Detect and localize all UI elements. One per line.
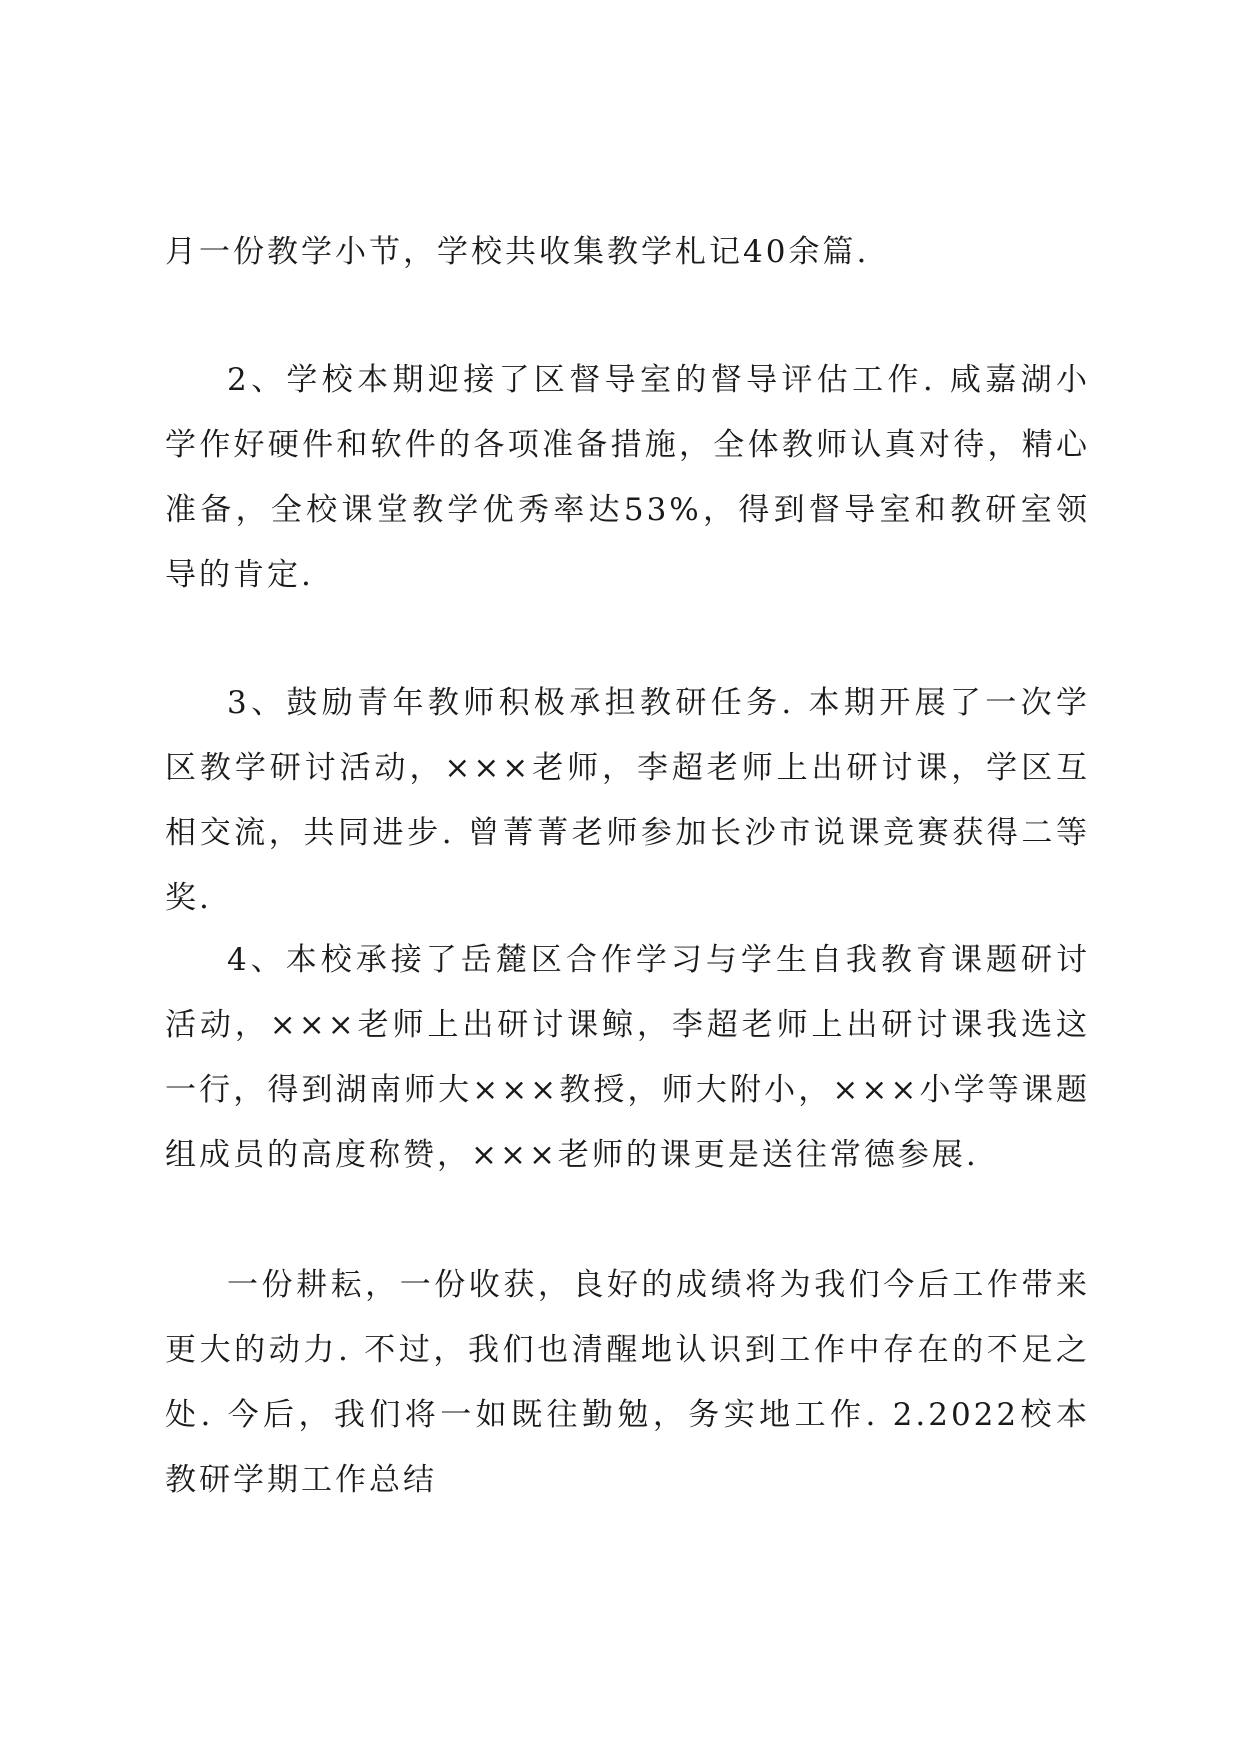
paragraph-continuation: 月一份教学小节，学校共收集教学札记40余篇. (165, 234, 870, 270)
paragraph-item-3: 3、鼓励青年教师积极承担教研任务. 本期开展了一次学区教学研讨活动，×××老师，李超老师上出研讨课，学区互相交流，共同进步. 曾菁菁老师参加长沙市说课竞赛获得二等奖. (165, 685, 1090, 916)
paragraph-conclusion: 一份耕耘，一份收获，良好的成绩将为我们今后工作带来更大的动力. 不过，我们也清醒地认识到工作中存在的不足之处. 今后，我们将一如既往勤勉，务实地工作. 2.2022校本教研学期工作总结 (165, 1267, 1090, 1498)
paragraph-item-4: 4、本校承接了岳麓区合作学习与学生自我教育课题研讨活动，×××老师上出研讨课鲸，李超老师上出研讨课我选这一行，得到湖南师大×××教授，师大附小，×××小学等课题组成员的高度称赞，×××老师的课更是送往常德参展. (165, 942, 1090, 1173)
paragraph-item-2: 2、学校本期迎接了区督导室的督导评估工作. 咸嘉湖小学作好硬件和软件的各项准备措施，全体教师认真对待，精心准备，全校课堂教学优秀率达53%，得到督导室和教研室领导的肯定. (165, 362, 1090, 593)
